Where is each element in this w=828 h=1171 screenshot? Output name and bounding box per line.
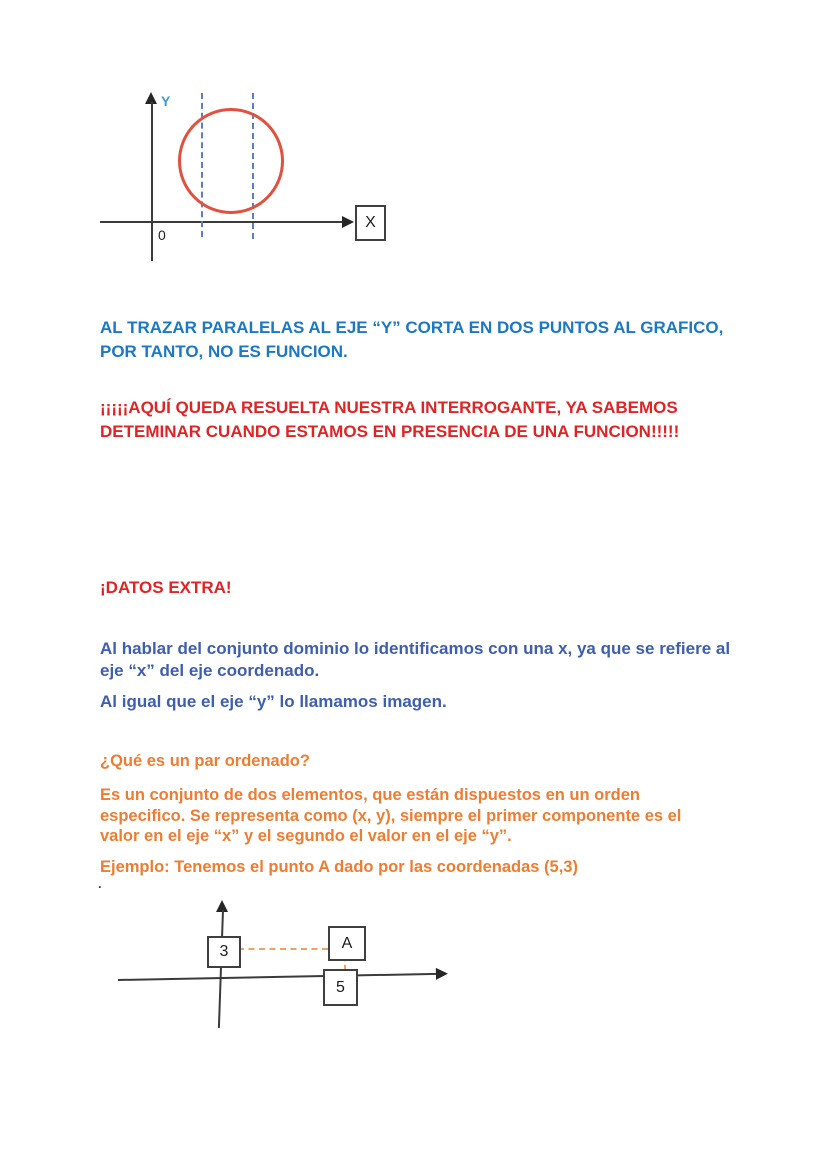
blue-statement-line-1: AL TRAZAR PARALELAS AL EJE “Y” CORTA EN DOS PUNTOS AL GRAFICO,: [100, 318, 724, 337]
x-axis-arrow-icon: [342, 216, 354, 228]
dominio-paragraph: [100, 638, 740, 682]
bottom-y-axis: [218, 910, 224, 1028]
y-value-box: [207, 936, 241, 968]
dominio-line-2: eje “x” del eje coordenado.: [100, 661, 320, 680]
y-value-label: 3: [219, 943, 229, 960]
dashed-line-y-to-a: [238, 948, 328, 950]
ejemplo-line: Ejemplo: Tenemos el punto A dado por las coordenadas (5,3): [100, 858, 578, 876]
par-ordenado-line-1: Es un conjunto de dos elementos, que están dispuestos en un orden: [100, 786, 640, 804]
point-a-label: A: [341, 934, 353, 952]
red-statement-paragraph: [100, 396, 740, 444]
x-axis-name-box: [355, 205, 386, 241]
x-axis-name-label: X: [365, 214, 376, 231]
relation-circle-graph: [178, 108, 284, 214]
x-value-label: 5: [336, 978, 345, 996]
red-statement-line-2: DETEMINAR CUANDO ESTAMOS EN PRESENCIA DE UNA FUNCION!!!!!: [100, 422, 680, 441]
imagen-line: Al igual que el eje “y” lo llamamos imagen.: [100, 692, 447, 711]
y-axis: [151, 102, 153, 261]
origin-label: 0: [158, 227, 166, 243]
red-statement-line-1: ¡¡¡¡¡AQUÍ QUEDA RESUELTA NUESTRA INTERROGANTE, YA SABEMOS: [100, 398, 678, 417]
par-ordenado-paragraph: [100, 785, 740, 847]
bottom-x-axis-group: [118, 968, 448, 986]
stray-period: .: [98, 876, 102, 891]
x-value-box: [323, 969, 358, 1006]
bottom-x-axis-arrow-icon: [436, 968, 448, 980]
dominio-line-1: Al hablar del conjunto dominio lo identificamos con una x, ya que se refiere al: [100, 639, 731, 658]
par-ordenado-line-2: especifico. Se representa como (x, y), siempre el primer componente es el: [100, 806, 682, 825]
bottom-x-axis: [118, 973, 438, 981]
par-ordenado-line-3: valor en el eje “x” y el segundo el valor en el eje “y”.: [100, 827, 512, 845]
point-a-box: [328, 926, 366, 961]
y-axis-label: Y: [161, 93, 171, 109]
blue-statement-paragraph: [100, 316, 740, 364]
datos-extra-heading: ¡DATOS EXTRA!: [100, 578, 232, 597]
par-ordenado-question: ¿Qué es un par ordenado?: [100, 752, 310, 770]
x-axis: [100, 221, 347, 223]
blue-statement-line-2: POR TANTO, NO ES FUNCION.: [100, 342, 348, 361]
